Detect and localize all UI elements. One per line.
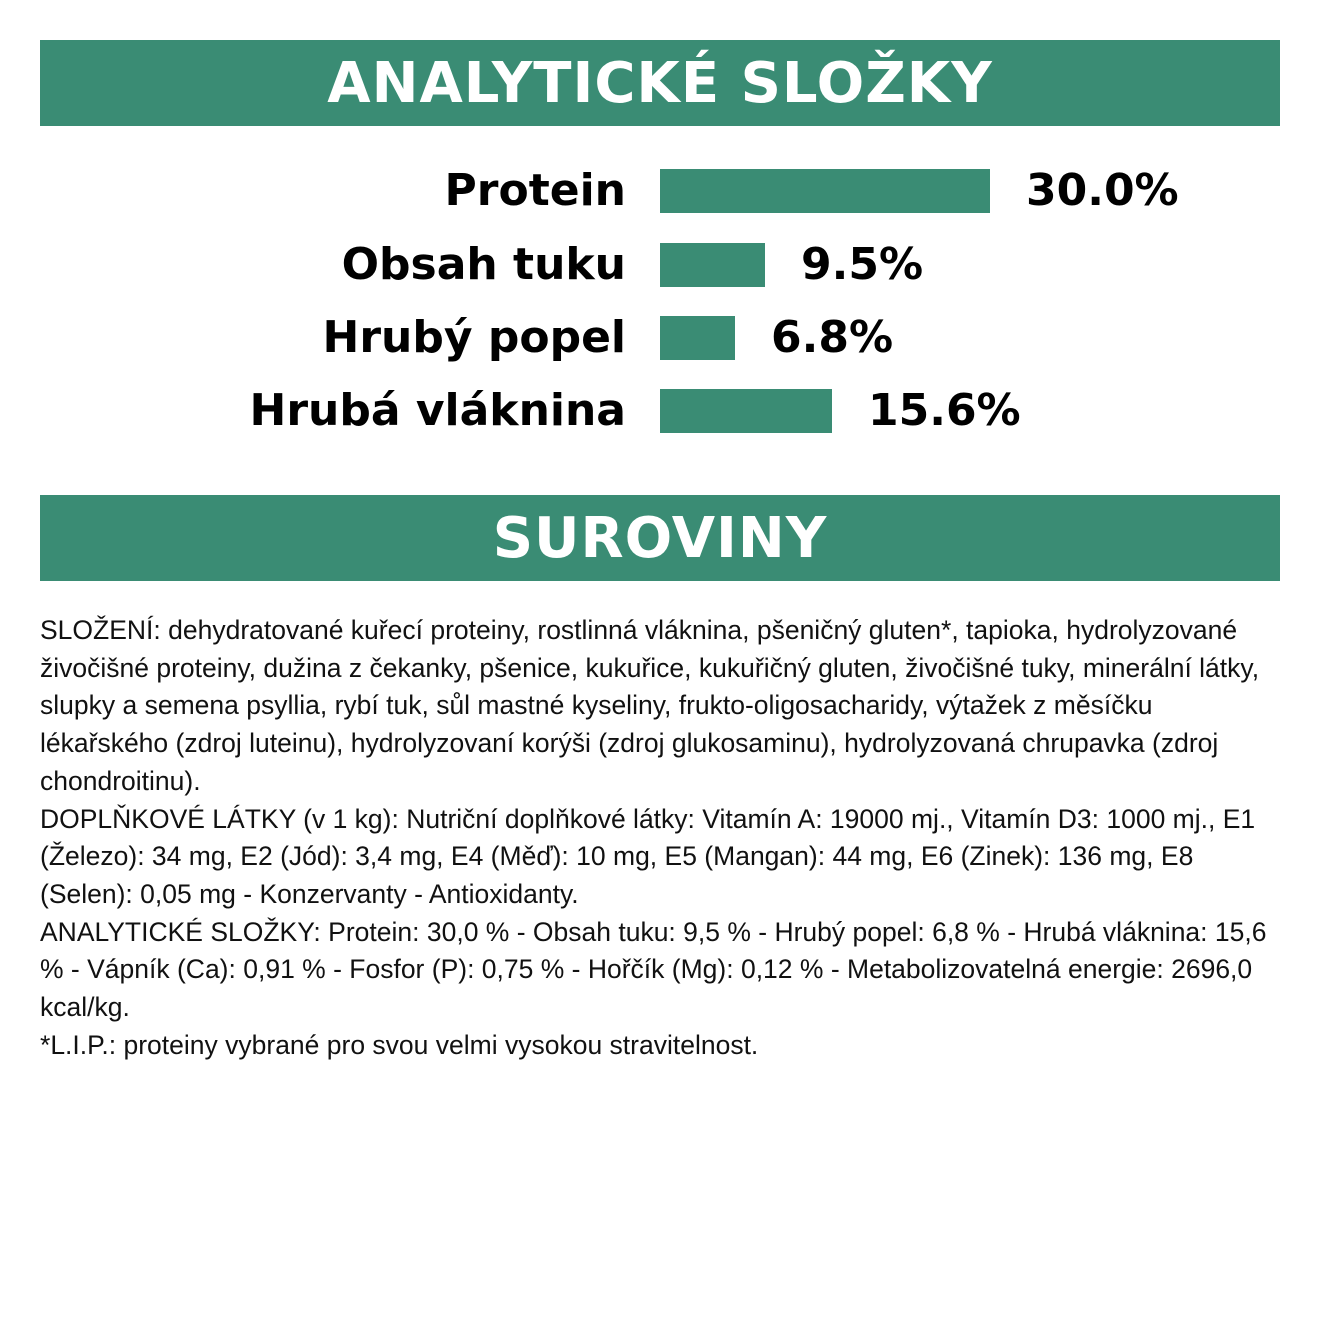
analytic-components-paragraph: ANALYTICKÉ SLOŽKY: Protein: 30,0 % - Obsah tuku: 9,5 % - Hrubý popel: 6,8 % - Hrubá vláknina: 15,6 % - Vápník (Ca): 0,91 % - Fosfor (P): 0,75 % - Hořčík (Mg): 0,12 % - Metabolizovatelná energie: 2696,0 kcal/kg.	[40, 916, 1267, 1023]
composition-paragraph: SLOŽENÍ: dehydratované kuřecí proteiny, rostlinná vláknina, pšeničný gluten*, tapioka, hydrolyzované živočišné proteiny, dužina z čekanky, pšenice, kukuřice, kukuřičný gluten, živočišné tuky, minerální látky, slupky a semena psyllia, rybí tuk, sůl mastné kyseliny, frukto-oligosacharidy, výtažek z měsíčku lékařského (zdroj luteinu), hydrolyzovaní korýši (zdroj glukosaminu), hydrolyzovaná chrupavka (zdroj chondroitinu).	[40, 615, 1260, 796]
analytic-components-banner	[40, 40, 1280, 126]
ingredients-banner	[40, 495, 1280, 581]
bar-value-label: 9.5%	[801, 239, 924, 290]
bar	[660, 316, 735, 360]
bar-category-label: Hrubý popel	[322, 312, 626, 363]
bar-row	[0, 385, 1320, 436]
bar-row	[0, 239, 1320, 290]
analytic-components-title: ANALYTICKÉ SLOŽKY	[327, 50, 993, 116]
bar	[660, 243, 765, 287]
bar-category-label: Obsah tuku	[341, 239, 626, 290]
ingredients-title: SUROVINY	[492, 505, 828, 571]
bar-row	[0, 312, 1320, 363]
lip-footnote: *L.I.P.: proteiny vybrané pro svou velmi vysokou stravitelnost.	[40, 1029, 759, 1060]
bar	[660, 389, 832, 433]
bar-row	[0, 165, 1320, 216]
bar-value-label: 6.8%	[771, 312, 894, 363]
bar-category-label: Protein	[444, 165, 626, 216]
bar-value-label: 30.0%	[1026, 165, 1179, 216]
ingredients-text-block	[40, 612, 1280, 1064]
bar	[660, 169, 990, 213]
additives-paragraph: DOPLŇKOVÉ LÁTKY (v 1 kg): Nutriční doplňkové látky: Vitamín A: 19000 mj., Vitamín D3: 1000 mj., E1 (Železo): 34 mg, E2 (Jód): 3,4 mg, E4 (Měď): 10 mg, E5 (Mangan): 44 mg, E6 (Zinek): 136 mg, E8 (Selen): 0,05 mg - Konzervanty - Antioxidanty.	[40, 803, 1256, 909]
bar-value-label: 15.6%	[868, 385, 1021, 436]
bar-category-label: Hrubá vláknina	[249, 385, 626, 436]
